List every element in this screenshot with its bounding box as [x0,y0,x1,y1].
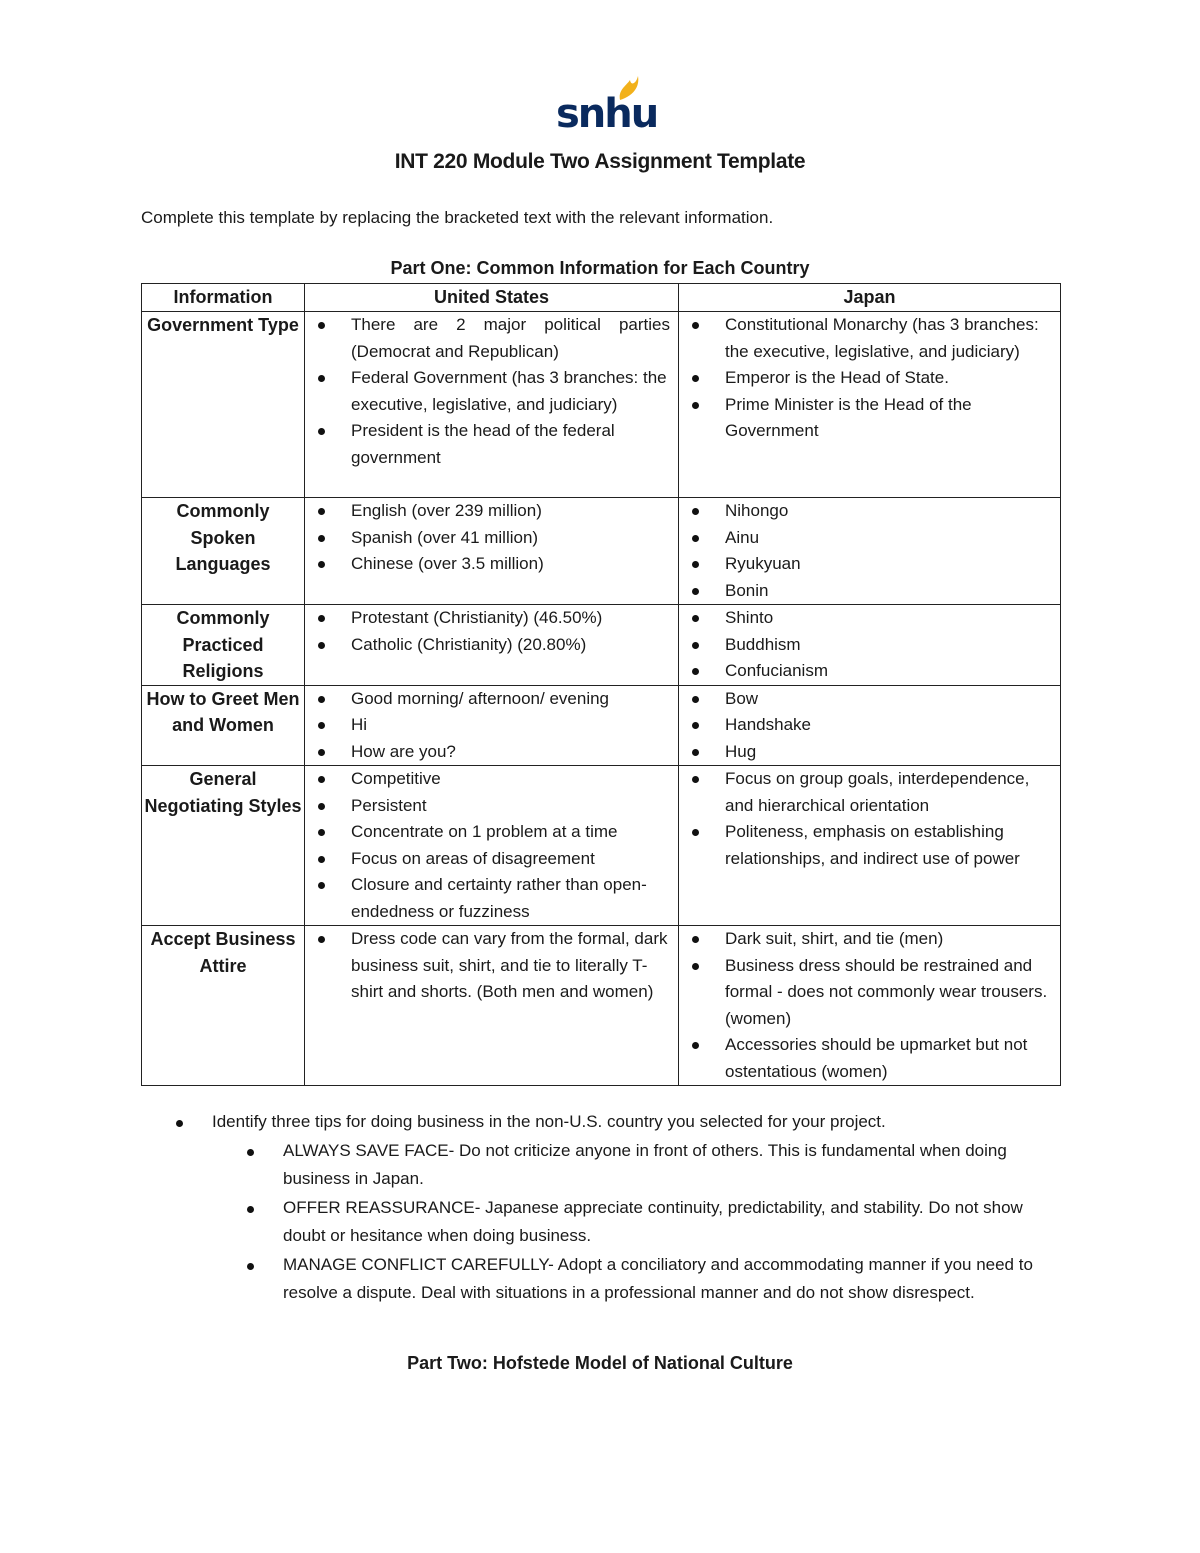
list-item: Shinto [725,605,1052,632]
japan-cell [679,498,1061,605]
list-item: Persistent [351,793,670,820]
us-cell [305,312,679,498]
list-item: Politeness, emphasis on establishing relationships, and indirect use of power [725,819,1052,872]
part-one-caption: Part One: Common Information for Each Country [390,258,810,278]
table-row [142,312,1061,498]
list-item: Protestant (Christianity) (46.50%) [351,605,670,632]
list-item: Bow [725,686,1052,713]
list-item: Concentrate on 1 problem at a time [351,819,670,846]
logo-text: snhu [556,91,658,137]
japan-cell [679,605,1061,686]
japan-cell [679,312,1061,498]
header-japan: Japan [679,284,1061,312]
list-item: Dress code can vary from the formal, dark business suit, shirt, and tie to literally T-shirt and shorts. (Both men and women) [351,926,670,1006]
list-item: Focus on group goals, interdependence, and hierarchical orientation [725,766,1052,819]
list-item: Constitutional Monarchy (has 3 branches: the executive, legislative, and judiciary) [725,312,1052,365]
table-row [142,766,1061,926]
list-item: Focus on areas of disagreement [351,846,670,873]
list-item: Ainu [725,525,1052,552]
list-item: Spanish (over 41 million) [351,525,670,552]
row-label: How to Greet Men and Women [142,685,305,766]
document-title: INT 220 Module Two Assignment Template [394,150,806,173]
list-item: Bonin [725,578,1052,605]
list-item: Dark suit, shirt, and tie (men) [725,926,1052,953]
tip-item: OFFER REASSURANCE- Japanese appreciate continuity, predictability, and stability. Do not show doubt or hesitance when doing business. [141,1194,1061,1251]
list-item: Competitive [351,766,670,793]
list-item: Catholic (Christianity) (20.80%) [351,632,670,659]
us-cell [305,926,679,1086]
business-tips [141,1108,1061,1308]
list-item: English (over 239 million) [351,498,670,525]
list-item: Ryukyuan [725,551,1052,578]
row-label: Commonly Practiced Religions [142,605,305,686]
part-two-caption: Part Two: Hofstede Model of National Culture [407,1353,793,1373]
list-item: There are 2 major political parties (Democrat and Republican) [351,312,670,365]
intro-text: Complete this template by replacing the bracketed text with the relevant information. [141,208,774,227]
row-label: Government Type [142,312,305,498]
row-label: Commonly Spoken Languages [142,498,305,605]
list-item: Accessories should be upmarket but not ostentatious (women) [725,1032,1052,1085]
header-information: Information [142,284,305,312]
list-item: Nihongo [725,498,1052,525]
us-cell [305,685,679,766]
us-cell [305,498,679,605]
table-row [142,605,1061,686]
tip-item: ALWAYS SAVE FACE- Do not criticize anyone in front of others. This is fundamental when doing business in Japan. [141,1137,1061,1194]
list-item: Emperor is the Head of State. [725,365,1052,392]
table-header-row [142,284,1061,312]
list-item: Business dress should be restrained and formal - does not commonly wear trousers. (women) [725,953,1052,1033]
list-item: How are you? [351,739,670,766]
list-item: Buddhism [725,632,1052,659]
list-item: Confucianism [725,658,1052,685]
row-label: Accept Business Attire [142,926,305,1086]
us-cell [305,605,679,686]
tips-prompt: Identify three tips for doing business in the non-U.S. country you selected for your project. [141,1108,1061,1137]
table-row [142,926,1061,1086]
japan-cell [679,766,1061,926]
japan-cell [679,926,1061,1086]
list-item: Closure and certainty rather than open-endedness or fuzziness [351,872,670,925]
us-cell [305,766,679,926]
tip-item: MANAGE CONFLICT CAREFULLY- Adopt a conciliatory and accommodating manner if you need to resolve a dispute. Deal with situations in a professional manner and do not show disrespect. [141,1251,1061,1308]
list-item: Good morning/ afternoon/ evening [351,686,670,713]
list-item: Chinese (over 3.5 million) [351,551,670,578]
list-item: Prime Minister is the Head of the Government [725,392,1052,445]
list-item: Federal Government (has 3 branches: the executive, legislative, and judiciary) [351,365,670,418]
list-item: Hug [725,739,1052,766]
table-row [142,498,1061,605]
row-label: General Negotiating Styles [142,766,305,926]
list-item: President is the head of the federal government [351,418,670,471]
list-item: Handshake [725,712,1052,739]
header-united-states: United States [305,284,679,312]
country-info-table [141,283,1061,1086]
table-row [142,685,1061,766]
japan-cell [679,685,1061,766]
snhu-logo [556,74,658,137]
list-item: Hi [351,712,670,739]
